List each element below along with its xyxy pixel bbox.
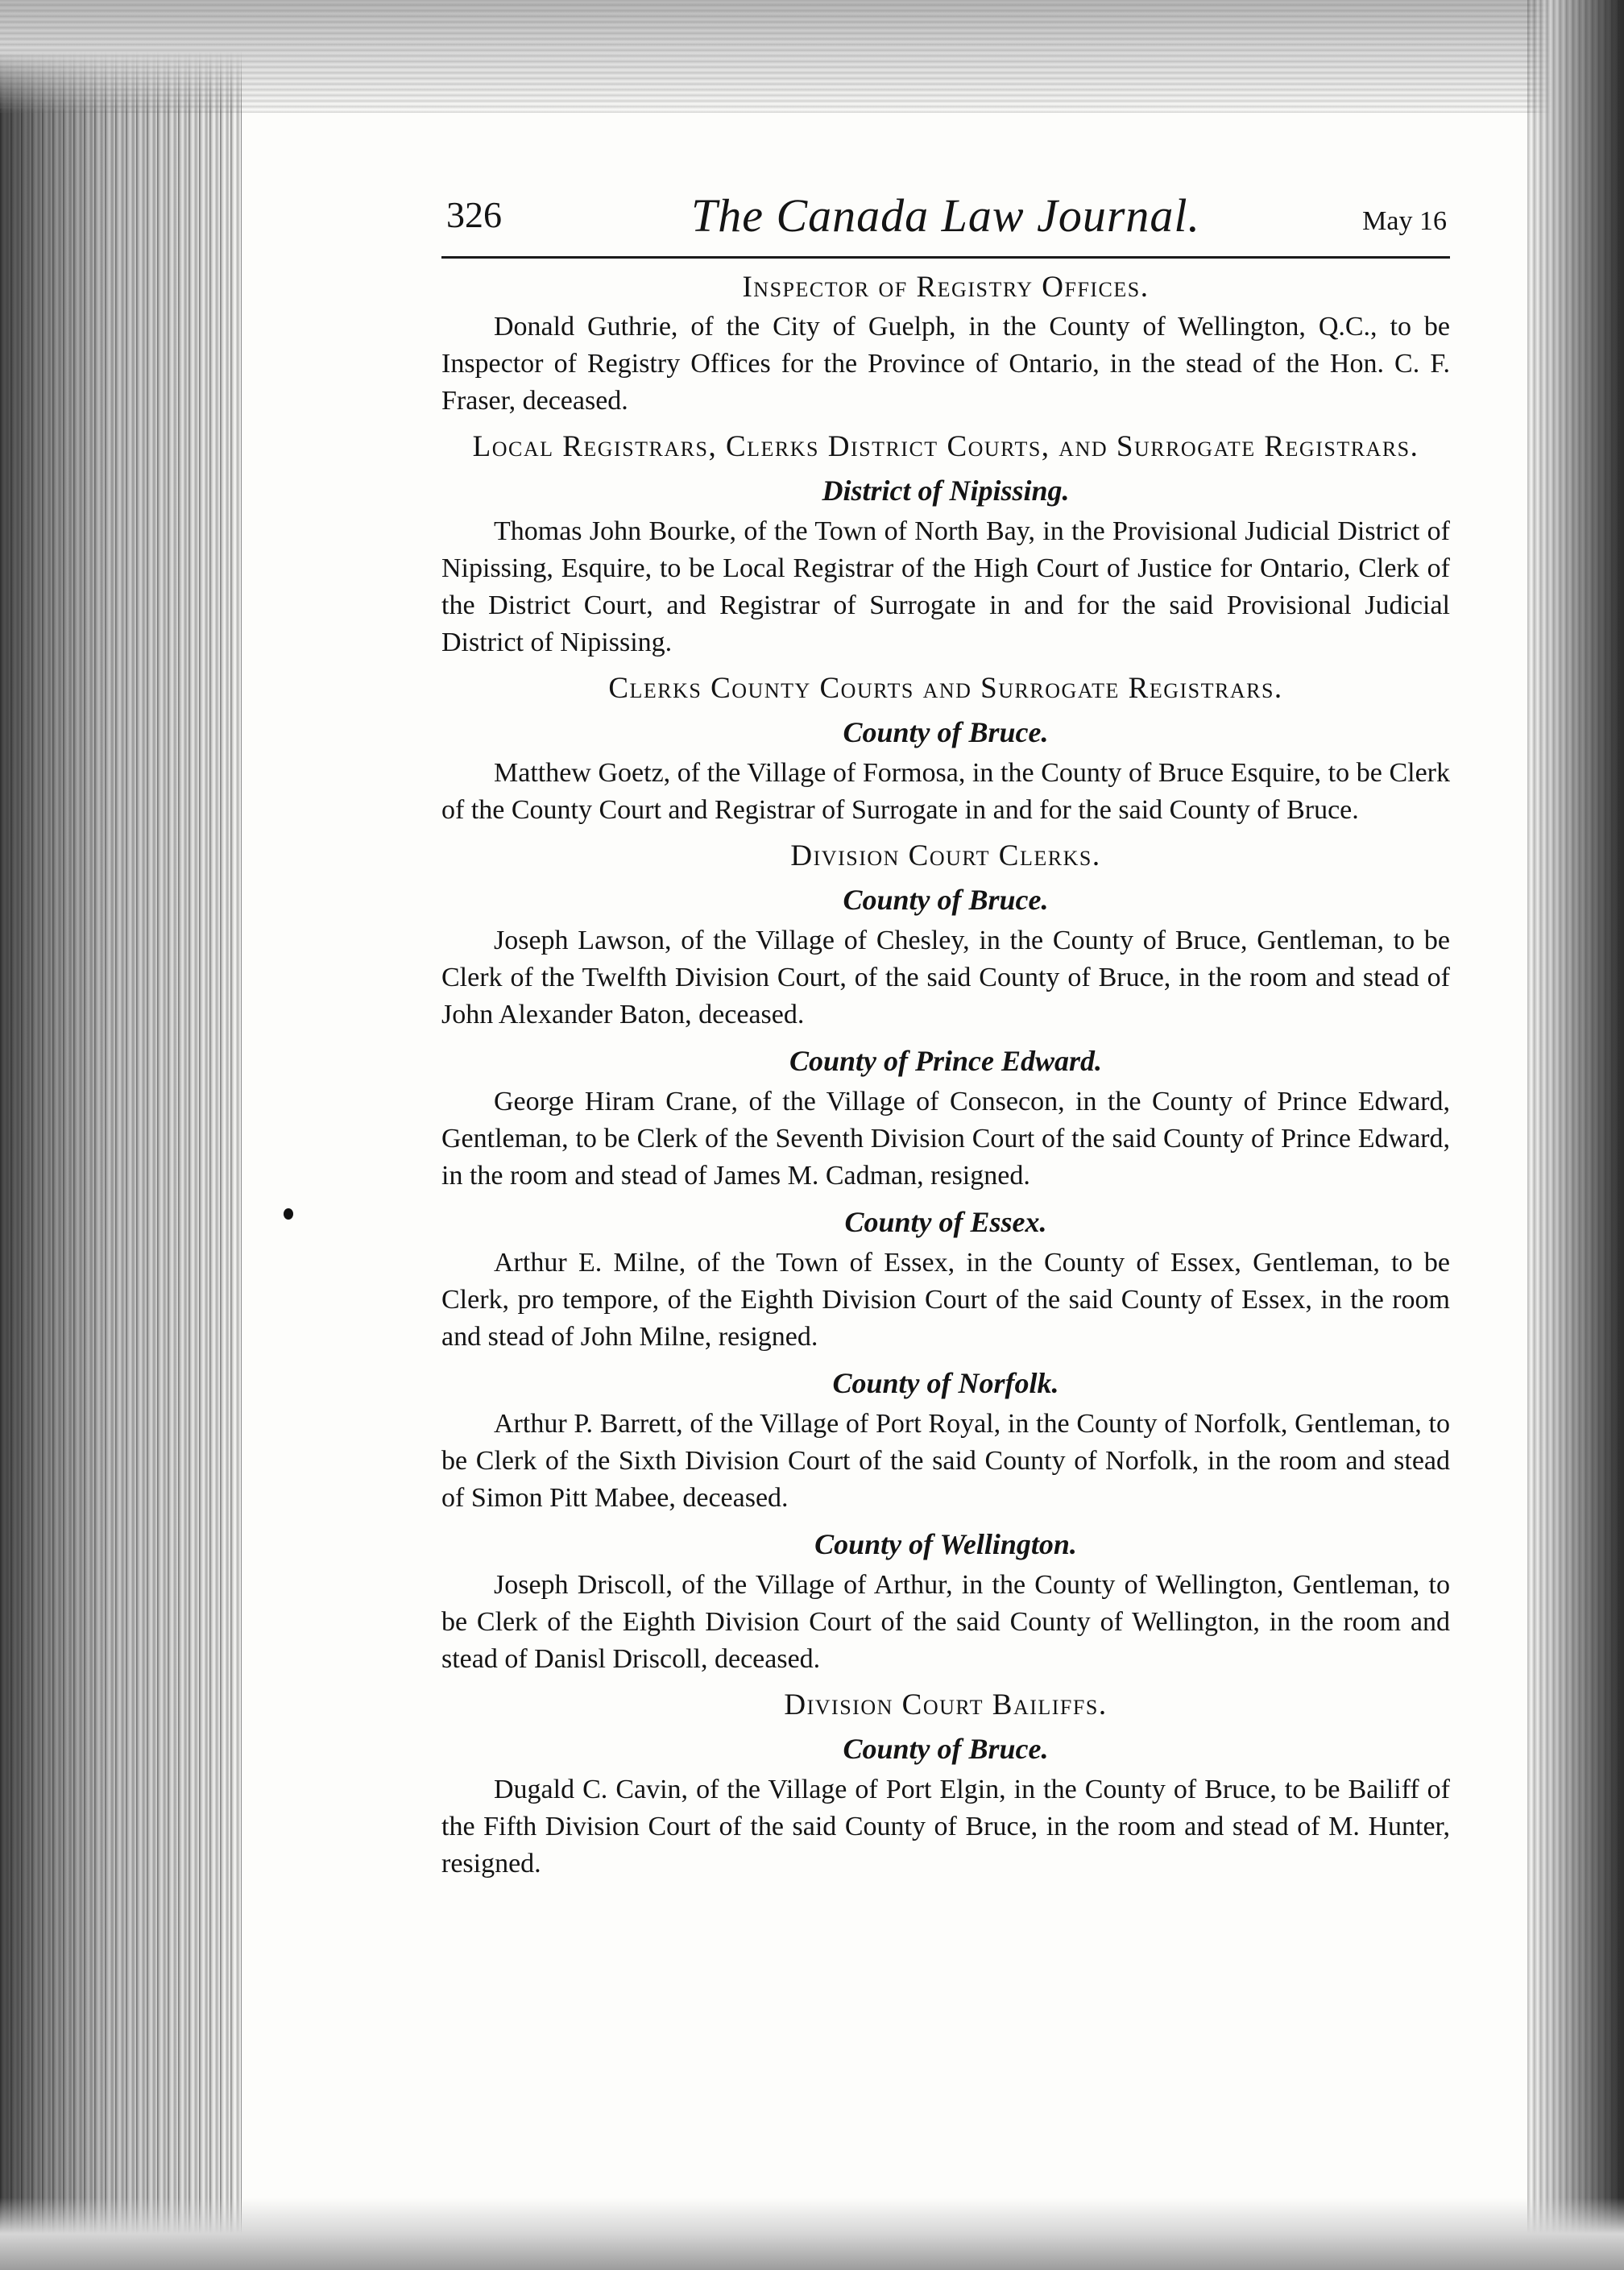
appointment-entry: Thomas John Bourke, of the Town of North Bay, in the Provisional Judicial District of Nipissing, Esquire, to be Local Registrar of the High Court of Justice for Ontario, Clerk of the District Court, and Registrar of Surrogate in and for the said Provisional Judicial District of Nipissing. xyxy=(441,516,1450,657)
district-heading: County of Norfolk. xyxy=(832,1367,1059,1399)
page-number: 326 xyxy=(446,194,502,235)
district-heading: District of Nipissing. xyxy=(822,474,1070,507)
section-heading: Clerks County Courts and Surrogate Registrars. xyxy=(608,672,1283,705)
district-heading: County of Essex. xyxy=(844,1206,1047,1238)
section-heading: Local Registrars, Clerks District Courts, and Surrogate Registrars. xyxy=(472,430,1419,463)
journal-page xyxy=(441,182,1450,2196)
appointment-entry: Donald Guthrie, of the City of Guelph, in the County of Wellington, Q.C., to be Inspector of Registry Offices for the Province of Ontario, in the stead of the Hon. C. F. Fraser, deceased. xyxy=(441,312,1450,416)
scan-edge-left xyxy=(0,0,242,2270)
district-heading: County of Bruce. xyxy=(843,716,1049,748)
scan-edge-top xyxy=(0,0,1624,113)
section-heading: Inspector of Registry Offices. xyxy=(742,271,1150,304)
scan-edge-right xyxy=(1527,0,1624,2270)
scan-edge-bottom xyxy=(0,2198,1624,2270)
appointment-entry: Arthur P. Barrett, of the Village of Port Royal, in the County of Norfolk, Gentleman, to be Clerk of the Sixth Division Court of the said County of Norfolk, in the room and stead of Simon Pitt Mabee, deceased. xyxy=(441,1409,1450,1513)
section-heading: Division Court Clerks. xyxy=(790,839,1101,872)
appointment-entry: George Hiram Crane, of the Village of Consecon, in the County of Prince Edward, Gentleman, to be Clerk of the Seventh Division Court of the said County of Prince Edward, in the room and stead of James M. Cadman, resigned. xyxy=(441,1087,1450,1191)
appointment-entry: Arthur E. Milne, of the Town of Essex, in the County of Essex, Gentleman, to be Clerk, pro tempore, of the Eighth Division Court of the said County of Essex, in the room and stead of John Milne, resigned. xyxy=(441,1248,1450,1352)
appointment-entry: Dugald C. Cavin, of the Village of Port Elgin, in the County of Bruce, to be Bailiff of the Fifth Division Court of the said County of Bruce, in the room and stead of M. Hunter, resigned. xyxy=(441,1775,1450,1879)
appointment-entry: Joseph Driscoll, of the Village of Arthur, in the County of Wellington, Gentleman, to be Clerk of the Eighth Division Court of the said County of Wellington, in the room and stead of Danisl Driscoll, deceased. xyxy=(441,1570,1450,1674)
district-heading: County of Bruce. xyxy=(843,884,1049,916)
appointment-entry: Joseph Lawson, of the Village of Chesley, in the County of Bruce, Gentleman, to be Clerk of the Twelfth Division Court, of the said County of Bruce, in the room and stead of John Alexander Baton, deceased. xyxy=(441,926,1450,1029)
section-heading: Division Court Bailiffs. xyxy=(784,1688,1108,1721)
appointment-entry: Matthew Goetz, of the Village of Formosa, in the County of Bruce Esquire, to be Clerk of the County Court and Registrar of Surrogate in and for the said County of Bruce. xyxy=(441,758,1450,825)
journal-title: The Canada Law Journal. xyxy=(690,189,1201,242)
issue-date: May 16 xyxy=(1362,206,1447,236)
running-head xyxy=(441,182,1450,259)
district-heading: County of Bruce. xyxy=(843,1733,1049,1765)
district-heading: County of Prince Edward. xyxy=(789,1045,1103,1077)
ink-speck xyxy=(284,1208,293,1220)
district-heading: County of Wellington. xyxy=(814,1528,1077,1560)
